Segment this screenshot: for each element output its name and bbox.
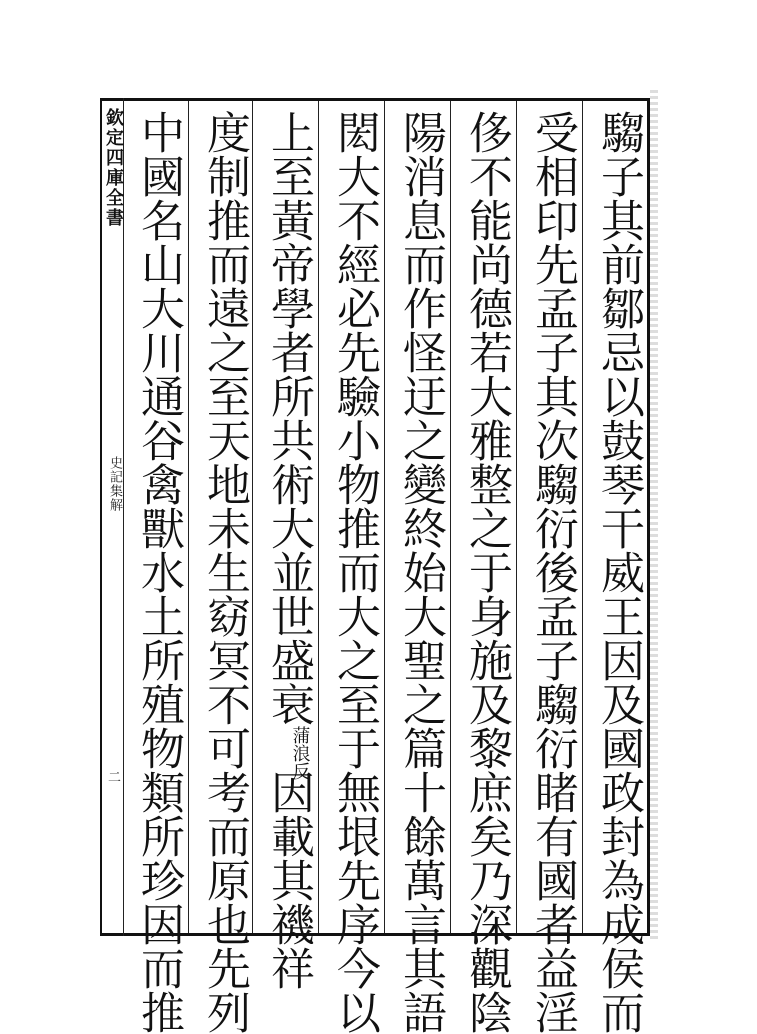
text-column-5: 閎大不經必先驗小物推而大之至于無垠先序今以 (329, 110, 380, 1034)
text-column-3: 侈不能尚德若大雅整之于身施及黎庶矣乃深觀陰 (461, 110, 512, 1034)
margin-volume-title: 史記集解 (107, 456, 122, 512)
text-column-6 (258, 110, 318, 990)
text-column-1: 騶子其前鄒忌以鼓琴干威王因及國政封為成侯而 (593, 110, 644, 1034)
margin-page-number: 二 (105, 770, 120, 783)
column-divider (582, 101, 583, 933)
text-column-6-main: 上至黃帝學者所共術大並世盛衰 (263, 110, 314, 726)
annotation-line-1: 蒲 (289, 726, 311, 744)
text-column-4: 陽消息而作怪迂之變終始大聖之篇十餘萬言其語 (395, 110, 446, 1034)
column-divider (450, 101, 451, 933)
text-column-2: 受相印先孟子其次騶衍後孟子騶衍睹有國者益淫 (527, 110, 578, 1034)
column-divider (188, 101, 189, 933)
column-divider (384, 101, 385, 933)
column-divider (318, 101, 319, 933)
text-column-8: 中國名山大川通谷禽獸水土所殖物類所珍因而推 (133, 110, 184, 1034)
column-divider (516, 101, 517, 933)
interlinear-annotation (288, 726, 312, 780)
page-edge-shading (650, 90, 658, 940)
annotation-line-2: 浪反 (289, 744, 311, 780)
text-column-7: 度制推而遠之至天地未生窈冥不可考而原也先列 (199, 110, 250, 1034)
margin-book-title: 欽定四庫全書 (103, 108, 124, 228)
text-column-6-rest: 因載其禨祥 (263, 770, 314, 990)
